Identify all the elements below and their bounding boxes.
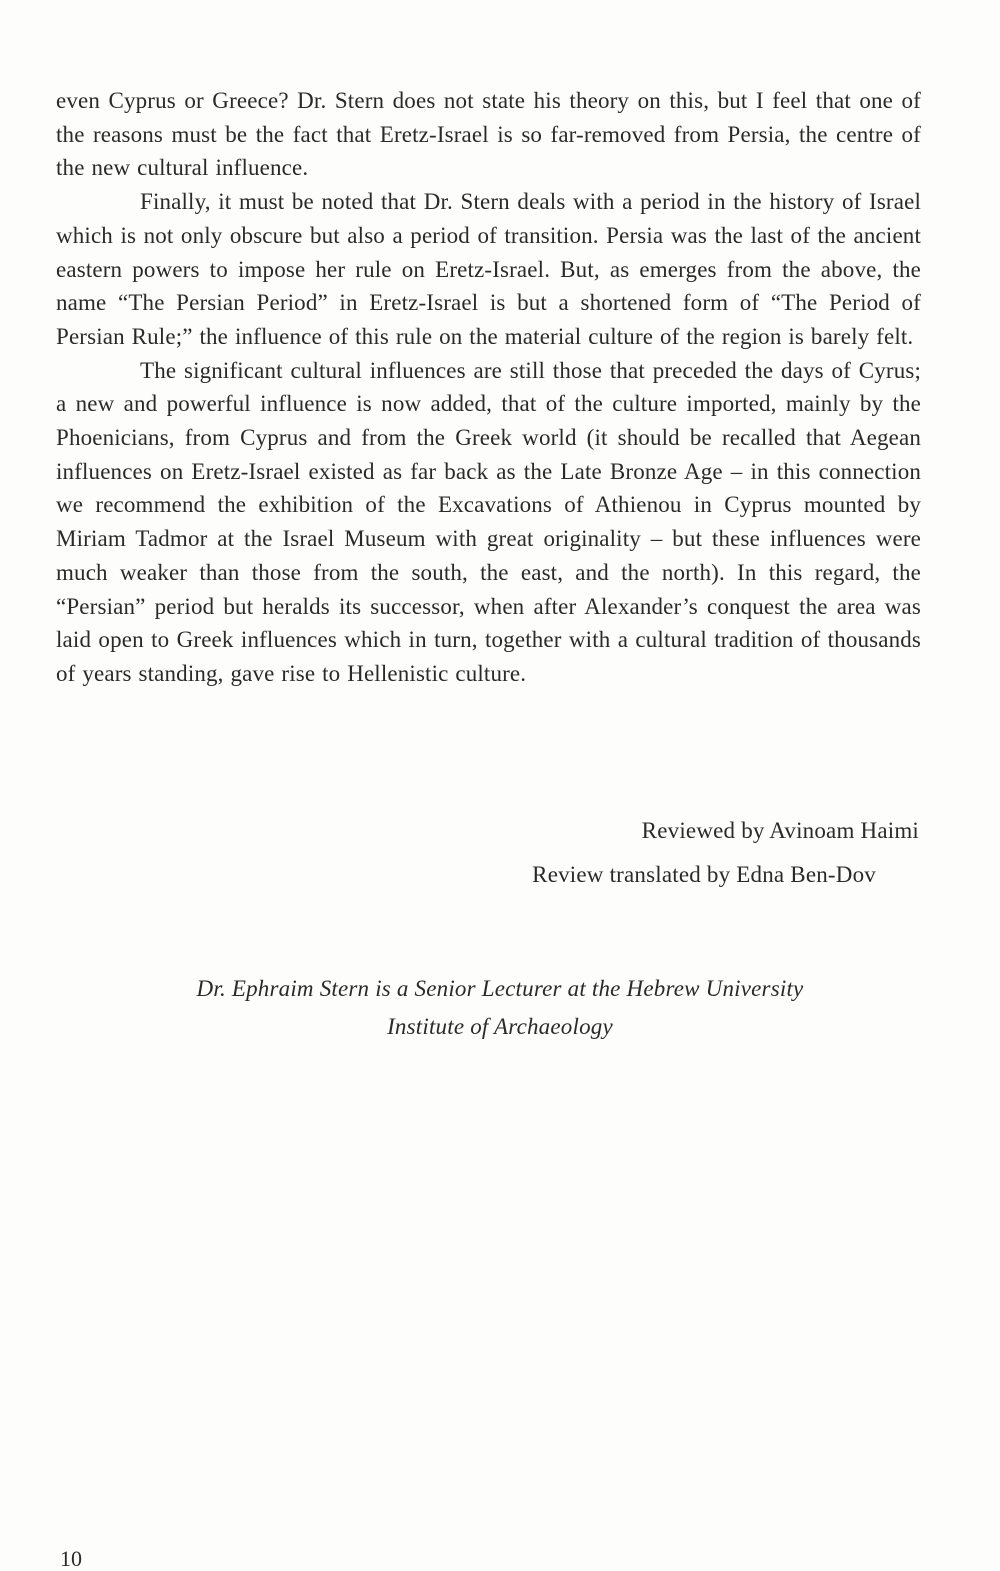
review-body: [56, 84, 921, 691]
reviewer-credit: Reviewed by Avinoam Haimi: [641, 818, 919, 843]
paragraph-3: The significant cultural influences are still those that preceded the days of Cyrus; a new and powerful influence is now added, that of the culture imported, mainly by the Phoenicians, from Cyprus and from the Greek world (it should be recalled that Aegean influences on Eretz-Israel existed as far back as the Late Bronze Age – in this connection we recommend the exhibition of the Excavations of Athienou in Cyprus mounted by Miriam Tadmor at the Israel Museum with great originality – but these influences were much weaker than those from the south, the east, and the north). In this regard, the “Persian” period but heralds its successor, when after Alexander’s conquest the area was laid open to Greek influences which in turn, together with a cultural tradition of thousands of years standing, gave rise to Hellenistic culture.: [56, 357, 921, 686]
paragraph-1: even Cyprus or Greece? Dr. Stern does not state his theory on this, but I feel that one of the reasons must be the fact that Eretz-Israel is so far-removed from Persia, the centre of the new cultural influence.: [56, 88, 921, 181]
author-note-line-1: Dr. Ephraim Stern is a Senior Lecturer at the Hebrew University: [196, 976, 804, 1001]
author-note-line-2: Institute of Archaeology: [387, 1014, 613, 1039]
page-number: 10: [60, 1546, 82, 1571]
translator-credit: Review translated by Edna Ben-Dov: [532, 862, 876, 887]
paragraph-2: Finally, it must be noted that Dr. Stern deals with a period in the history of Israel which is not only obscure but also a period of transition. Persia was the last of the ancient eastern powers to impose her rule on Eretz-Israel. But, as emerges from the above, the name “The Persian Period” in Eretz-Israel is but a shortened form of “The Period of Persian Rule;” the influence of this rule on the material culture of the region is barely felt.: [56, 189, 921, 349]
author-note: [110, 970, 890, 1046]
